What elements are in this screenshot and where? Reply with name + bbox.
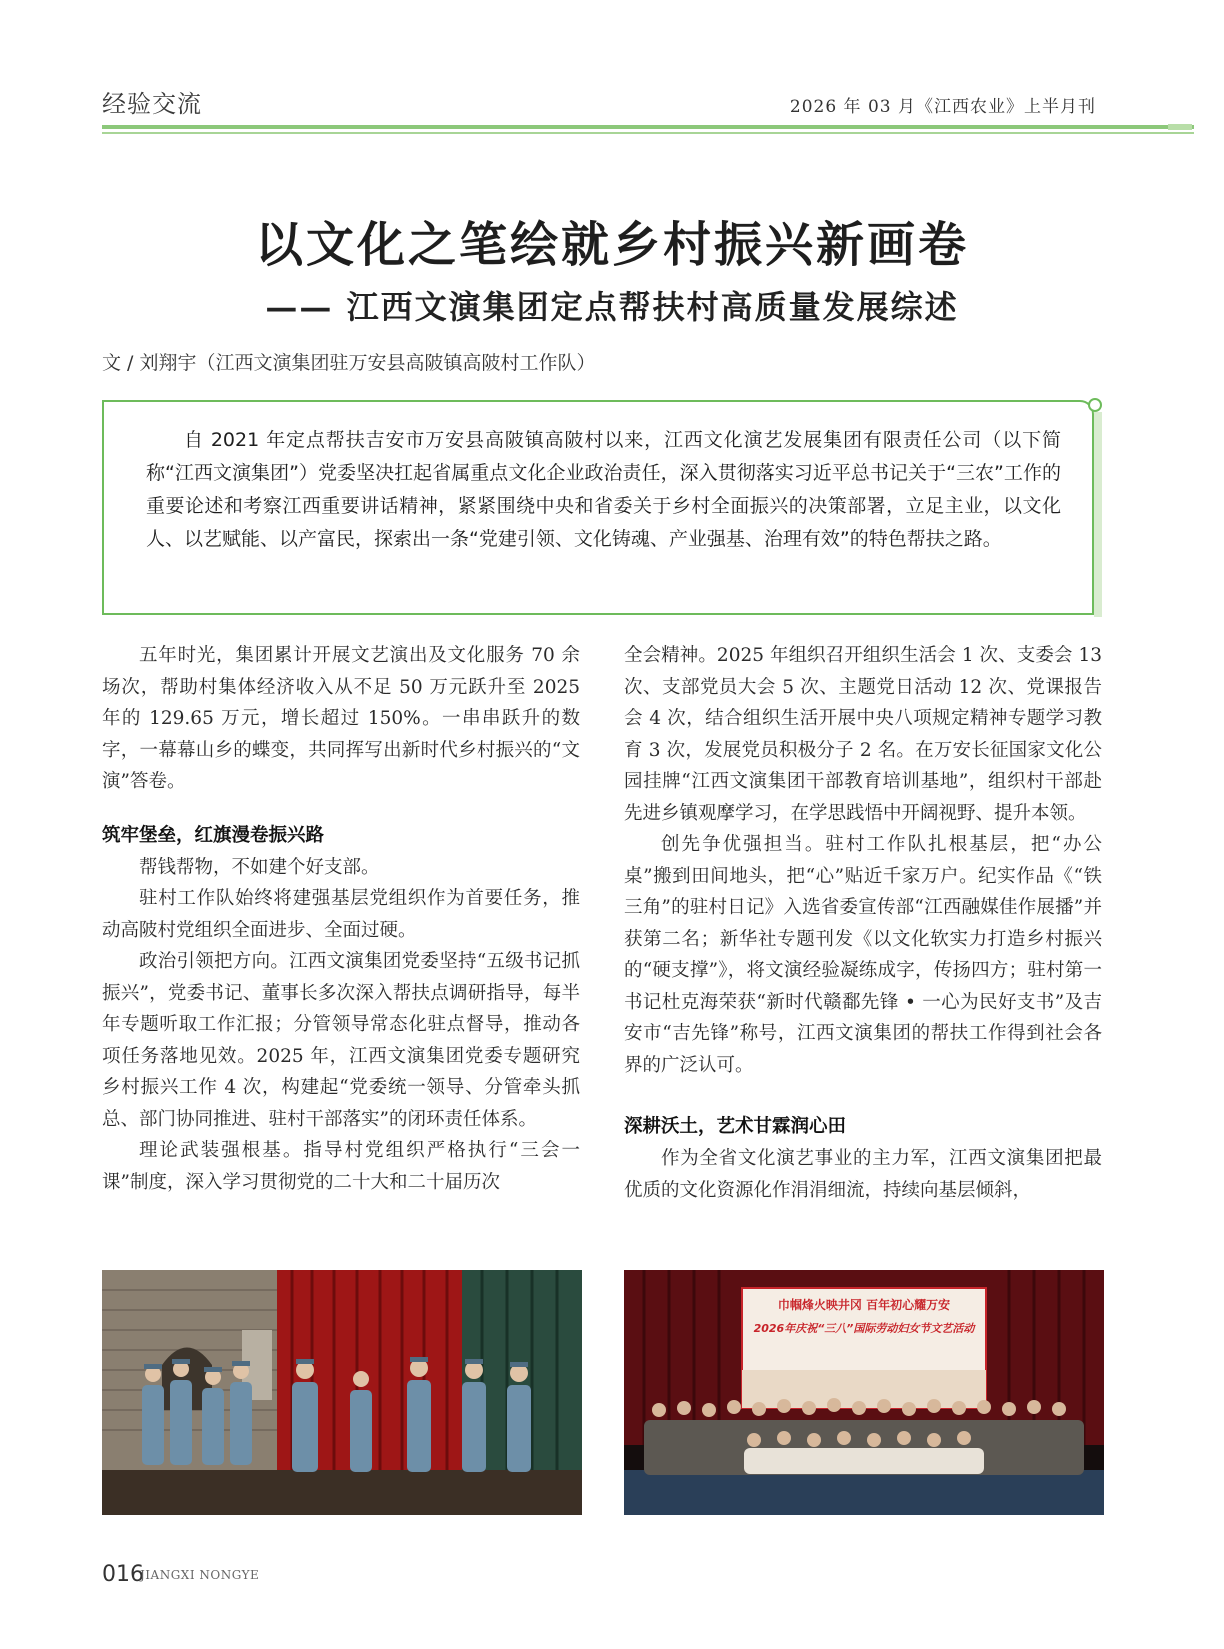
- header-rule: [102, 125, 1194, 129]
- banner-line-1: 巾帼烽火映井冈 百年初心耀万安: [777, 1298, 951, 1312]
- banner-line-2: 2026年庆祝“三八”国际劳动妇女节文艺活动: [753, 1322, 975, 1335]
- paragraph: 全会精神。2025 年组织召开组织生活会 1 次、支委会 13 次、支部党员大会 5 次、主题党日活动 12 次、党课报告会 4 次，结合组织生活开展中央八项规定精神专题学习教育 3 次，发展党员积极分子 2 名。在万安长征国家文化公园挂牌“江西文演集团干部教育培训基地”，组织村干部赴先进乡镇观摩学习，在学思践悟中开阔视野、提升本领。: [624, 645, 1102, 824]
- page-number: 016: [102, 1562, 144, 1587]
- paragraph: 驻村工作队始终将建强基层党组织作为首要任务，推动高陂村党组织全面进步、全面过硬。: [102, 888, 580, 941]
- paragraph: 政治引领把方向。江西文演集团党委坚持“五级书记抓振兴”，党委书记、董事长多次深入帮扶点调研指导，每半年专题听取工作汇报；分管领导常态化驻点督导，推动各项任务落地见效。2025 年，江西文演集团党委专题研究乡村振兴工作 4 次，构建起“党委统一领导、分管牵头抓总、部门协同推进、驻村干部落实”的闭环责任体系。: [102, 951, 580, 1130]
- right-column: [624, 640, 1102, 1206]
- article-title: 以文化之笔绘就乡村振兴新画卷: [254, 217, 969, 273]
- paragraph: 五年时光，集团累计开展文艺演出及文化服务 70 余场次，帮助村集体经济收入从不足 50 万元跃升至 2025 年的 129.65 万元，增长超过 150%。一串串跃升的数字，一幕幕山乡的蝶变，共同挥写出新时代乡村振兴的“文演”答卷。: [102, 645, 580, 792]
- section-heading: 深耕沃土，艺术甘霖润心田: [624, 1116, 847, 1137]
- abstract-text: 自 2021 年定点帮扶吉安市万安县高陂镇高陂村以来，江西文化演艺发展集团有限责任公司（以下简称“江西文演集团”）党委坚决扛起省属重点文化企业政治责任，深入贯彻落实习近平总书记关于“三农”工作的重要论述和考察江西重要讲话精神，紧紧围绕中央和省委关于乡村全面振兴的决策部署，立足主业，以文化人、以艺赋能、以产富民，探索出一条“党建引领、文化铸魂、产业强基、治理有效”的特色帮扶之路。: [146, 429, 1061, 550]
- article-subtitle: —— 江西文演集团定点帮扶村高质量发展综述: [265, 288, 959, 326]
- abstract-curl-ornament: [1088, 398, 1102, 412]
- paragraph: 创先争优强担当。驻村工作队扎根基层，把“办公桌”搬到田间地头，把“心”贴近千家万户。纪实作品《“铁三角”的驻村日记》入选省委宣传部“江西融媒佳作展播”并获第二名；新华社专题刊发《以文化软实力打造乡村振兴的“硬支撑”》，将文演经验凝练成字，传扬四方；驻村第一书记杜克海荣获“新时代赣鄱先锋 • 一心为民好支书”及吉安市“吉先锋”称号，江西文演集团的帮扶工作得到社会各界的广泛认可。: [624, 834, 1102, 1076]
- issue-info: 2026 年 03 月《江西农业》上半月刊: [789, 97, 1096, 117]
- header-rule-thin: [102, 132, 1194, 134]
- stage-performance-photo: [102, 1270, 582, 1515]
- left-column: [102, 640, 580, 1198]
- magazine-name: JIANGXI NONGYE: [140, 1568, 260, 1582]
- header-rule-end: [1168, 124, 1192, 130]
- paragraph: 帮钱帮物，不如建个好支部。: [139, 856, 380, 878]
- article-author: 文 / 刘翔宇（江西文演集团驻万安县高陂镇高陂村工作队）: [102, 352, 596, 374]
- section-label: 经验交流: [102, 90, 202, 118]
- group-photo: [624, 1270, 1104, 1515]
- paragraph: 理论武装强根基。指导村党组织严格执行“三会一课”制度，深入学习贯彻党的二十大和二十届历次: [102, 1140, 580, 1193]
- paragraph: 作为全省文化演艺事业的主力军，江西文演集团把最优质的文化资源化作涓涓细流，持续向基层倾斜，: [624, 1148, 1102, 1201]
- abstract-shadow: [1094, 412, 1102, 617]
- section-heading: 筑牢堡垒，红旗漫卷振兴路: [102, 824, 325, 846]
